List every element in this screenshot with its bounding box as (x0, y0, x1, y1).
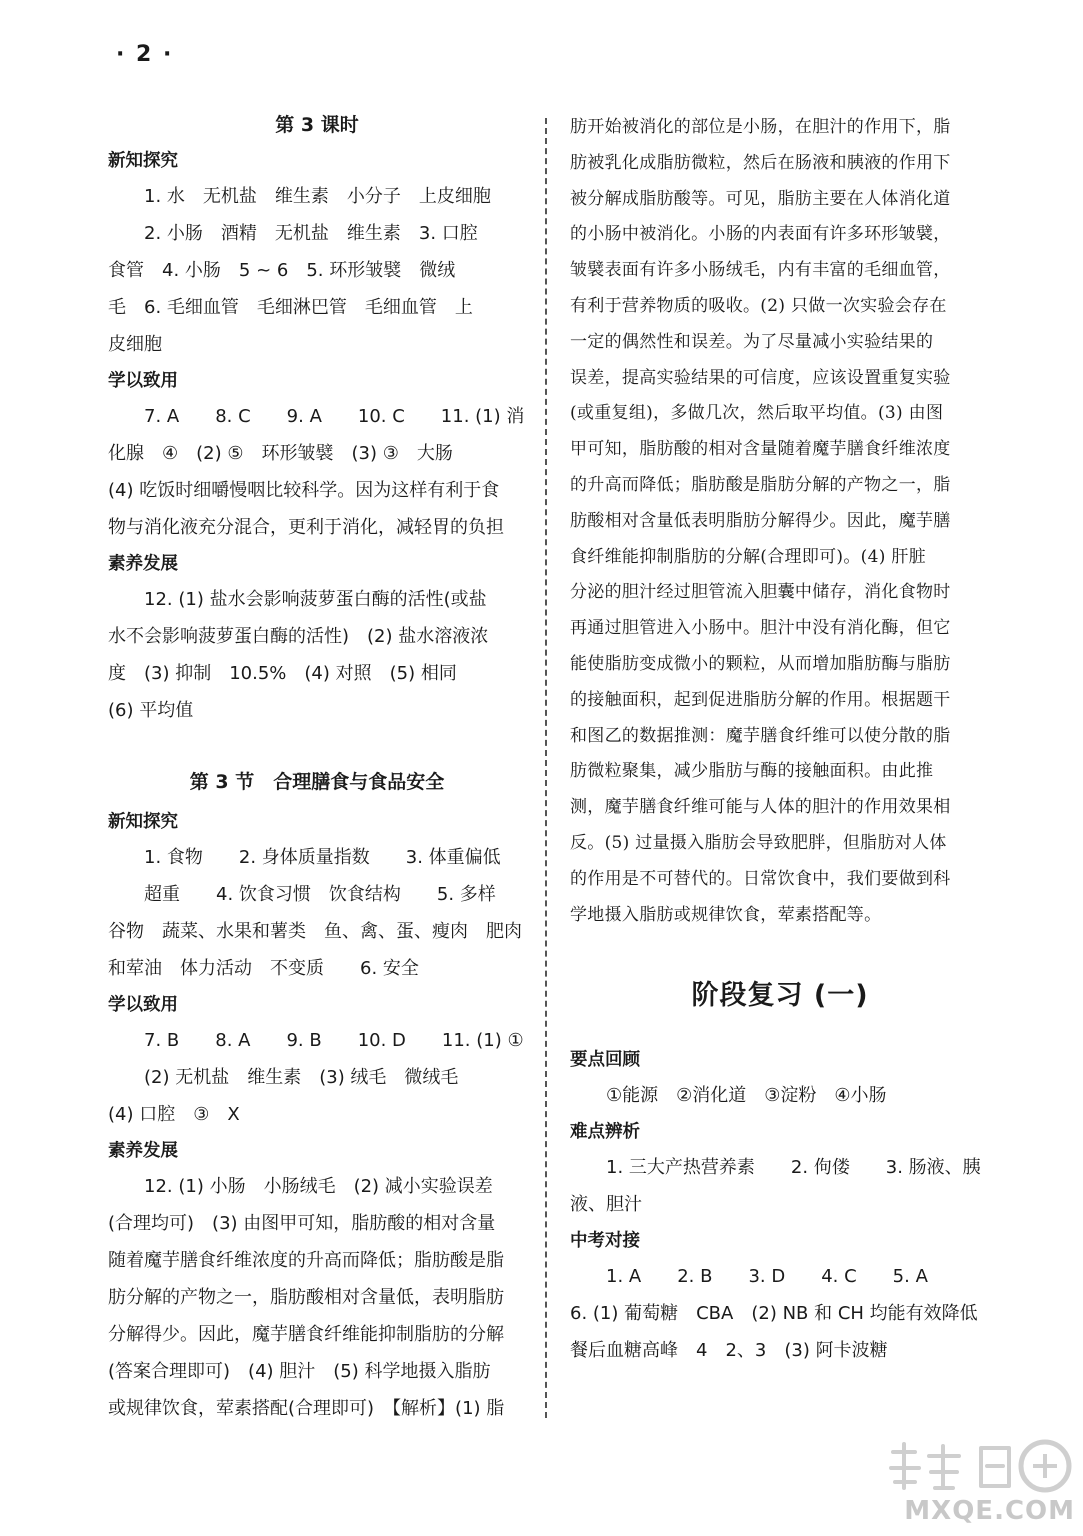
answer-line: (合理均可) (3) 由图甲可知，脂肪酸的相对含量 (108, 1213, 496, 1234)
heading-key-points: 要点回顾 (570, 1050, 640, 1071)
answer-line: (4) 吃饭时细嚼慢咽比较科学。因为这样有利于食 (108, 480, 500, 501)
analysis-line: 肪被乳化成脂肪微粒，然后在肠液和胰液的作用下 (570, 152, 951, 173)
analysis-line: 误差，提高实验结果的可信度，应该设置重复实验 (570, 367, 951, 388)
analysis-line: 的接触面积，起到促进脂肪分解的作用。根据题干 (570, 689, 951, 710)
answer-line: 随着魔芋膳食纤维浓度的升高而降低；脂肪酸是脂 (108, 1250, 504, 1271)
answer-line: 物与消化液充分混合，更利于消化，减轻胃的负担 (108, 517, 504, 538)
answer-line: 1. 水 无机盐 维生素 小分子 上皮细胞 (144, 186, 491, 207)
analysis-line: 的作用是不可替代的。日常饮食中，我们要做到科 (570, 868, 951, 889)
answer-line: 7. A 8. C 9. A 10. C 11. (1) 消 (144, 406, 525, 427)
analysis-line: 的小肠中被消化。小肠的内表面有许多环形皱襞， (570, 224, 951, 245)
analysis-line: 和图乙的数据推测：魔芋膳食纤维可以使分散的脂 (570, 725, 951, 746)
answer-line: 谷物 蔬菜、水果和薯类 鱼、禽、蛋、瘦肉 肥肉 (108, 921, 522, 942)
analysis-line: 再通过胆管进入小肠中。胆汁中没有消化酶，但它 (570, 618, 951, 639)
heading-difficult: 难点辨析 (570, 1122, 640, 1143)
analysis-line: 的升高而降低；脂肪酸是脂肪分解的产物之一，脂 (570, 474, 951, 495)
right-column (570, 110, 990, 1369)
answer-line: 液、胆汁 (570, 1194, 642, 1216)
analysis-line: 肪微粒聚集，减少脂肪与酶的接触面积。由此推 (570, 761, 934, 782)
analysis-line: 一定的偶然性和误差。为了尽量减小实验结果的 (570, 331, 934, 352)
answer-line: 1. 食物 2. 身体质量指数 3. 体重偏低 (144, 847, 501, 868)
analysis-text (570, 110, 990, 933)
heading-develop: 素养发展 (108, 554, 178, 574)
answer-line: (6) 平均值 (108, 700, 194, 721)
lesson-title: 第 3 课时 (275, 114, 359, 136)
answer-line: 1. 三大产热营养素 2. 佝偻 3. 肠液、胰 (606, 1157, 981, 1179)
heading-new-knowledge: 新知探究 (108, 151, 178, 171)
analysis-line: 测，魔芋膳食纤维可能与人体的胆汁的作用效果相 (570, 797, 951, 818)
answer-line: 水不会影响菠萝蛋白酶的活性) (2) 盐水溶液浓 (108, 626, 489, 647)
answer-line: 或规律饮食，荤素搭配(合理即可) 【解析】(1) 脂 (108, 1398, 505, 1419)
watermark-url: MXQE.COM (904, 1496, 1075, 1526)
heading-apply: 学以致用 (108, 995, 178, 1015)
page-number: · 2 · (116, 42, 174, 67)
answer-line: 毛 6. 毛细血管 毛细淋巴管 毛细血管 上 (108, 297, 473, 318)
analysis-line: 有利于营养物质的吸收。(2) 只做一次实验会存在 (570, 295, 947, 316)
answer-line: (4) 口腔 ③ X (108, 1104, 240, 1125)
analysis-line: 肪开始被消化的部位是小肠，在胆汁的作用下，脂 (570, 117, 951, 137)
watermark-logo (885, 1438, 1075, 1528)
analysis-line: 肪酸相对含量低表明脂肪分解得少。因此，魔芋膳 (570, 510, 951, 531)
heading-apply: 学以致用 (108, 371, 178, 391)
answer-line: 1. A 2. B 3. D 4. C 5. A (606, 1266, 928, 1288)
answer-line: 餐后血糖高峰 4 2、3 (3) 阿卡波糖 (570, 1340, 888, 1362)
heading-new-knowledge: 新知探究 (108, 812, 178, 832)
answer-line: 化腺 ④ (2) ⑤ 环形皱襞 (3) ③ 大肠 (108, 443, 453, 464)
answer-line: (答案合理即可) (4) 胆汁 (5) 科学地摄入脂肪 (108, 1361, 491, 1382)
column-divider (545, 118, 547, 1418)
answer-line: 和荤油 体力活动 不变质 6. 安全 (108, 958, 419, 979)
answer-line: 度 (3) 抑制 10.5% (4) 对照 (5) 相同 (108, 663, 457, 684)
section-title: 第 3 节 合理膳食与食品安全 (189, 771, 445, 793)
analysis-line: 反。(5) 过量摄入脂肪会导致肥胖，但脂肪对人体 (570, 832, 947, 853)
answer-line: 食管 4. 小肠 5 ~ 6 5. 环形皱襞 微绒 (108, 260, 456, 281)
answer-line: 12. (1) 盐水会影响菠萝蛋白酶的活性(或盐 (144, 589, 487, 610)
review-title: 阶段复习 (一) (691, 980, 869, 1012)
answer-line: 12. (1) 小肠 小肠绒毛 (2) 减小实验误差 (144, 1176, 493, 1197)
analysis-line: 能使脂肪变成微小的颗粒，从而增加脂肪酶与脂肪 (570, 653, 951, 674)
answer-line: 6. (1) 葡萄糖 CBA (2) NB 和 CH 均能有效降低 (570, 1303, 978, 1325)
left-column (108, 110, 526, 1427)
watermark-emblem (885, 1438, 1075, 1496)
analysis-line: 分泌的胆汁经过胆管流入胆囊中储存，消化食物时 (570, 582, 951, 603)
answer-line: 分解得少。因此，魔芋膳食纤维能抑制脂肪的分解 (108, 1324, 504, 1345)
analysis-line: 食纤维能抑制脂肪的分解(合理即可)。(4) 肝脏 (570, 546, 926, 567)
analysis-line: 甲可知，脂肪酸的相对含量随着魔芋膳食纤维浓度 (570, 439, 951, 460)
analysis-line: 皱襞表面有许多小肠绒毛，内有丰富的毛细血管， (570, 260, 951, 281)
analysis-line: 学地摄入脂肪或规律饮食，荤素搭配等。 (570, 904, 882, 925)
answer-line: 2. 小肠 酒精 无机盐 维生素 3. 口腔 (144, 223, 478, 244)
heading-develop: 素养发展 (108, 1141, 178, 1161)
answer-line: 皮细胞 (108, 334, 162, 355)
analysis-line: (或重复组)，多做几次，然后取平均值。(3) 由图 (570, 403, 944, 424)
answer-line: 超重 4. 饮食习惯 饮食结构 5. 多样 (144, 884, 496, 905)
answer-line: 肪分解的产物之一，脂肪酸相对含量低，表明脂肪 (108, 1287, 504, 1308)
analysis-line: 被分解成脂肪酸等。可见，脂肪主要在人体消化道 (570, 188, 951, 209)
answer-line: ①能源 ②消化道 ③淀粉 ④小肠 (606, 1085, 887, 1107)
heading-exam: 中考对接 (570, 1231, 640, 1252)
answer-line: 7. B 8. A 9. B 10. D 11. (1) ① (144, 1030, 524, 1051)
answer-line: (2) 无机盐 维生素 (3) 绒毛 微绒毛 (144, 1067, 459, 1088)
